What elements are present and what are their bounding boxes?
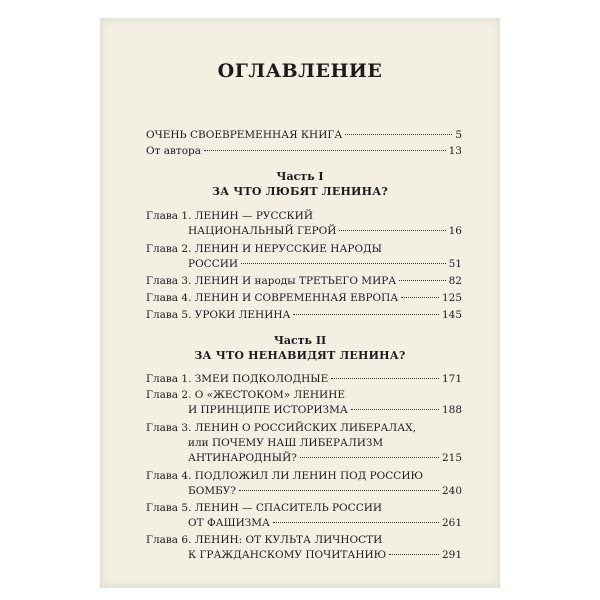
chapter-title: Глава 5. УРОКИ ЛЕНИНА — [146, 309, 291, 321]
toc-chapter — [146, 209, 462, 239]
chapter-title: Глава 4. ЛЕНИН И СОВРЕМЕННАЯ ЕВРОПА — [146, 292, 399, 304]
leader-dots — [273, 522, 439, 523]
book-page — [100, 18, 500, 588]
chapter-page: 291 — [441, 549, 462, 561]
toc-chapter — [146, 372, 462, 387]
chapter-page: 261 — [441, 517, 462, 529]
chapter-page: 215 — [441, 452, 462, 464]
leader-dots — [389, 554, 439, 555]
leader-dots — [293, 314, 438, 315]
chapter-title-cont: ОТ ФАШИЗМА — [188, 517, 271, 529]
leader-dots — [399, 280, 445, 281]
leader-dots — [339, 230, 445, 231]
leader-dots — [239, 490, 439, 491]
chapter-page: 188 — [441, 404, 462, 416]
toc-chapter — [146, 533, 462, 563]
leader-dots — [204, 150, 446, 151]
chapter-title: Глава 4. ПОДЛОЖИЛ ЛИ ЛЕНИН ПОД РОССИЮ — [146, 470, 424, 482]
page-title: ОГЛАВЛЕНИЕ — [217, 60, 383, 82]
part-number: Часть II — [273, 334, 327, 347]
toc-chapter — [146, 501, 462, 531]
part-title: ЗА ЧТО НЕНАВИДЯТ ЛЕНИНА? — [194, 349, 406, 362]
toc-chapter — [146, 469, 462, 499]
leader-dots — [351, 409, 439, 410]
toc-chapter — [146, 291, 462, 306]
chapter-title: Глава 3. ЛЕНИН И народы ТРЕТЬЕГО МИРА — [146, 275, 397, 287]
leader-dots — [331, 378, 439, 379]
chapter-title: Глава 6. ЛЕНИН: ОТ КУЛЬТА ЛИЧНОСТИ — [146, 534, 383, 546]
toc-chapter — [146, 308, 462, 323]
chapter-title-cont: или ПОЧЕМУ НАШ ЛИБЕРАЛИЗМ — [188, 437, 384, 449]
chapter-title-cont: И ПРИНЦИПЕ ИСТОРИЗМА — [188, 404, 348, 416]
leader-dots — [241, 263, 446, 264]
toc-entry-label: ОЧЕНЬ СВОЕВРЕМЕННАЯ КНИГА — [146, 129, 343, 141]
toc-chapter — [146, 274, 462, 289]
chapter-title-cont: К ГРАЖДАНСКОМУ ПОЧИТАНИЮ — [188, 549, 387, 561]
part-number: Часть I — [276, 170, 324, 183]
toc-entry — [146, 144, 462, 159]
chapter-title: Глава 2. ЛЕНИН И НЕРУССКИЕ НАРОДЫ — [146, 243, 382, 255]
part-title: ЗА ЧТО ЛЮБЯТ ЛЕНИНА? — [211, 185, 389, 198]
chapter-title: Глава 2. О «ЖЕСТОКОМ» ЛЕНИНЕ — [146, 389, 346, 401]
toc-chapter — [146, 242, 462, 272]
chapter-title: Глава 1. ЛЕНИН — РУССКИЙ — [146, 210, 313, 222]
leader-dots — [300, 457, 439, 458]
chapter-title: Глава 3. ЛЕНИН О РОССИЙСКИХ ЛИБЕРАЛАХ, — [146, 422, 416, 434]
chapter-title: Глава 1. ЗМЕИ ПОДКОЛОДНЫЕ — [146, 373, 329, 385]
toc-chapter — [146, 421, 462, 466]
chapter-title-cont: РОССИИ — [188, 258, 239, 270]
chapter-page: 16 — [448, 225, 462, 237]
leader-dots — [345, 134, 452, 135]
toc-chapter — [146, 388, 462, 418]
chapter-title: Глава 5. ЛЕНИН — СПАСИТЕЛЬ РОССИИ — [146, 502, 383, 514]
leader-dots — [401, 297, 439, 298]
chapter-title-cont: НАЦИОНАЛЬНЫЙ ГЕРОЙ — [188, 225, 337, 237]
chapter-page: 125 — [441, 292, 462, 304]
chapter-page: 51 — [448, 258, 462, 270]
chapter-page: 171 — [441, 373, 462, 385]
toc-entry-page: 13 — [448, 145, 462, 157]
chapter-page: 145 — [441, 309, 462, 321]
toc-entry-label: От автора — [146, 145, 202, 157]
chapter-page: 240 — [441, 485, 462, 497]
chapter-title-cont: АНТИНАРОДНЫЙ? — [188, 452, 297, 464]
toc-entry — [146, 128, 462, 143]
chapter-page: 82 — [448, 275, 462, 287]
toc-entry-page: 5 — [455, 129, 462, 141]
chapter-title-cont: БОМБУ? — [188, 485, 237, 497]
